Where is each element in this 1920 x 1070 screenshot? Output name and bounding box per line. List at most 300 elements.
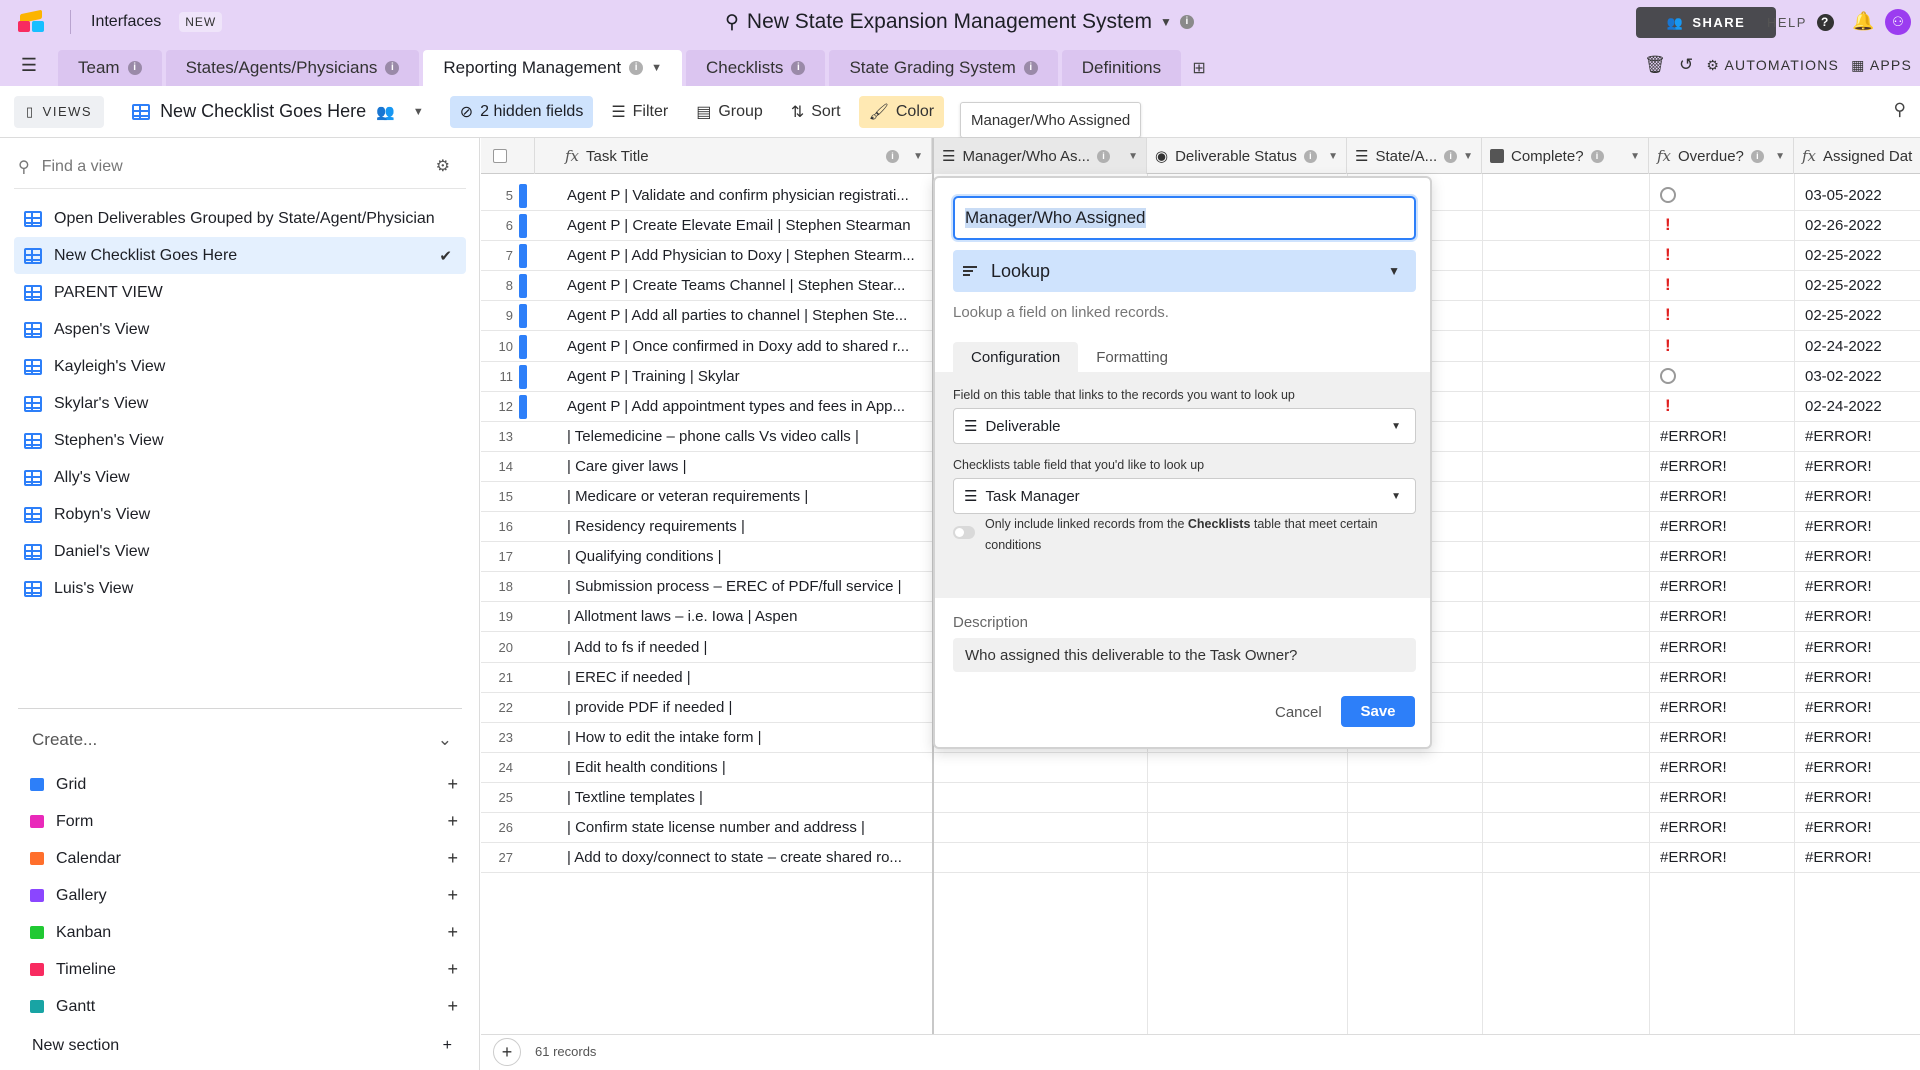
task-title-cell[interactable]: | Allotment laws – i.e. Iowa | Aspen bbox=[567, 608, 798, 626]
row-number: 15 bbox=[498, 489, 513, 504]
new-section-label: New section bbox=[32, 1037, 120, 1054]
tab-checklists[interactable] bbox=[686, 50, 825, 86]
chevron-down-icon: ▼ bbox=[1388, 264, 1400, 278]
formula-icon: fx bbox=[565, 147, 580, 165]
overdue-cell: ! bbox=[1665, 275, 1671, 295]
row-number: 7 bbox=[505, 248, 513, 264]
grid-view-icon bbox=[24, 581, 42, 597]
create-item-label: Gallery bbox=[56, 886, 107, 904]
task-title-cell[interactable]: | How to edit the intake form | bbox=[567, 728, 762, 746]
chevron-down-icon[interactable]: ▼ bbox=[1128, 150, 1138, 162]
view-item[interactable] bbox=[14, 348, 466, 385]
overdue-cell: #ERROR! bbox=[1660, 638, 1727, 656]
interfaces-link[interactable]: Interfaces bbox=[91, 13, 162, 30]
create-item-label: Form bbox=[56, 812, 94, 830]
add-record-button[interactable]: + bbox=[493, 1038, 521, 1066]
chevron-down-icon: ▼ bbox=[1391, 420, 1401, 432]
apps-label: APPS bbox=[1869, 56, 1912, 73]
plus-icon: + bbox=[447, 922, 458, 942]
tab-configuration[interactable]: Configuration bbox=[953, 342, 1078, 372]
field-type-select[interactable] bbox=[953, 250, 1416, 292]
tab-label: Definitions bbox=[1081, 58, 1162, 77]
row-number: 9 bbox=[505, 308, 513, 324]
tab-team[interactable] bbox=[58, 50, 162, 86]
column-header-label: Deliverable Status bbox=[1175, 147, 1297, 165]
create-item-label: Timeline bbox=[56, 960, 116, 978]
column-header-task-title[interactable] bbox=[535, 138, 932, 174]
chevron-down-icon[interactable]: ▼ bbox=[1775, 150, 1785, 162]
create-grid-button[interactable] bbox=[30, 766, 458, 803]
menu-icon[interactable]: ☰ bbox=[20, 54, 38, 75]
divider bbox=[14, 188, 466, 189]
overdue-cell: #ERROR! bbox=[1660, 427, 1727, 445]
view-item-label: Stephen's View bbox=[54, 431, 164, 449]
assigned-date-cell: 02-25-2022 bbox=[1805, 307, 1882, 325]
assigned-date-cell: #ERROR! bbox=[1805, 488, 1872, 505]
description-input[interactable]: Who assigned this deliverable to the Task Owner? bbox=[953, 638, 1416, 672]
tab-formatting[interactable]: Formatting bbox=[1096, 348, 1168, 366]
tab-label: Team bbox=[78, 58, 120, 77]
assigned-date-cell: #ERROR! bbox=[1805, 578, 1872, 596]
checkmark-icon: ✔ bbox=[439, 247, 452, 265]
row-number: 20 bbox=[498, 639, 513, 655]
overdue-cell: ! bbox=[1665, 335, 1671, 355]
view-item-label: Kayleigh's View bbox=[54, 357, 166, 375]
overdue-cell: #ERROR! bbox=[1660, 518, 1727, 536]
grid-view-icon bbox=[24, 507, 42, 523]
view-item-label: Daniel's View bbox=[54, 542, 150, 560]
formula-icon: fx bbox=[1802, 147, 1817, 165]
overdue-cell: ! bbox=[1665, 305, 1671, 325]
overdue-cell: #ERROR! bbox=[1660, 457, 1727, 475]
field-tooltip: Manager/Who Assigned bbox=[960, 102, 1141, 138]
row-number: 16 bbox=[498, 519, 513, 535]
column-header-assigned-date[interactable] bbox=[1794, 138, 1920, 174]
info-icon: i bbox=[385, 61, 399, 75]
table-tab-bar bbox=[0, 44, 1920, 86]
view-item-label: Aspen's View bbox=[54, 320, 150, 338]
task-title-cell[interactable]: | Qualifying conditions | bbox=[567, 548, 722, 566]
apps-icon: ▦ bbox=[1851, 56, 1866, 73]
grid-view-icon bbox=[24, 285, 42, 301]
plus-icon: + bbox=[447, 811, 458, 831]
top-bar bbox=[0, 0, 1920, 44]
row-number: 24 bbox=[498, 759, 513, 775]
single-select-icon: ◉ bbox=[1155, 148, 1169, 165]
field-type-label: Lookup bbox=[991, 260, 1051, 281]
table-row[interactable] bbox=[481, 783, 1920, 813]
conditions-label: Only include linked records from the Checklists table that meet certain conditions bbox=[985, 517, 1378, 552]
column-header-label: Manager/Who As... bbox=[962, 147, 1091, 165]
chevron-down-icon[interactable]: ▼ bbox=[1328, 150, 1338, 162]
info-icon[interactable]: i bbox=[1180, 15, 1194, 29]
paint-bucket-icon: 🖌 bbox=[868, 103, 889, 121]
view-list bbox=[14, 200, 466, 607]
lookup-icon: ☰ bbox=[964, 488, 978, 505]
create-timeline-button[interactable] bbox=[30, 951, 458, 988]
row-color-bar bbox=[519, 395, 527, 419]
row-number: 13 bbox=[498, 428, 513, 444]
info-icon: i bbox=[1304, 150, 1317, 163]
assigned-date-cell: #ERROR! bbox=[1805, 608, 1872, 626]
view-item-label: New Checklist Goes Here bbox=[54, 246, 238, 264]
view-switcher[interactable] bbox=[132, 101, 424, 122]
record-count: 61 records bbox=[535, 1044, 597, 1059]
timeline-icon bbox=[30, 963, 44, 976]
row-number: 18 bbox=[498, 579, 513, 595]
task-title-cell[interactable]: | Edit health conditions | bbox=[567, 758, 726, 776]
formula-icon: fx bbox=[1657, 147, 1672, 165]
create-calendar-button[interactable] bbox=[30, 840, 458, 877]
row-color-bar bbox=[519, 365, 527, 389]
gallery-icon bbox=[30, 889, 44, 902]
avatar[interactable]: ⚇ bbox=[1885, 9, 1911, 35]
bell-icon[interactable]: 🔔 bbox=[1852, 11, 1875, 31]
base-title-text: New State Expansion Management System bbox=[746, 10, 1152, 33]
assigned-date-cell: 03-05-2022 bbox=[1805, 187, 1882, 204]
select-all-header bbox=[481, 138, 535, 174]
automations-button[interactable] bbox=[1706, 57, 1839, 74]
tab-label: Checklists bbox=[705, 58, 784, 77]
view-item[interactable] bbox=[14, 422, 466, 459]
find-view-input[interactable]: Find a view bbox=[41, 158, 123, 175]
plus-icon: + bbox=[442, 1037, 452, 1054]
info-icon: i bbox=[1024, 61, 1038, 75]
tab-states-agents-physicians[interactable] bbox=[166, 50, 420, 86]
info-icon: i bbox=[1444, 150, 1457, 163]
row-number: 10 bbox=[498, 338, 513, 354]
task-title-cell[interactable]: Agent P | Validate and confirm physician registrati... bbox=[567, 187, 909, 204]
column-header-label: Overdue? bbox=[1678, 147, 1744, 165]
column-header-deliverable-status[interactable] bbox=[1147, 138, 1347, 174]
tab-definitions[interactable] bbox=[1062, 50, 1181, 86]
column-header-state-agent[interactable] bbox=[1347, 138, 1482, 174]
grid-view-icon bbox=[24, 359, 42, 375]
create-form-button[interactable] bbox=[30, 803, 458, 840]
create-item-label: Gantt bbox=[56, 997, 96, 1015]
lookup-field-value: Task Manager bbox=[985, 487, 1080, 505]
group-button[interactable] bbox=[686, 96, 773, 128]
create-section-toggle[interactable] bbox=[32, 730, 452, 750]
info-icon: i bbox=[128, 61, 142, 75]
plus-icon: + bbox=[447, 885, 458, 905]
lookup-field-label: Checklists table field that you'd like to look up bbox=[953, 458, 1205, 472]
view-item-label: PARENT VIEW bbox=[54, 283, 163, 301]
description-label: Description bbox=[953, 614, 1029, 631]
task-title-cell[interactable]: Agent P | Create Teams Channel | Stephen Stear... bbox=[567, 277, 906, 295]
color-button[interactable] bbox=[859, 96, 945, 128]
overdue-cell: #ERROR! bbox=[1660, 728, 1727, 746]
row-color-bar bbox=[519, 304, 527, 328]
row-number: 25 bbox=[498, 790, 513, 805]
column-header-label: State/A... bbox=[1375, 147, 1438, 165]
history-icon[interactable]: ↺ bbox=[1678, 55, 1695, 74]
create-gantt-button[interactable] bbox=[30, 988, 458, 1025]
view-item[interactable] bbox=[14, 237, 466, 274]
clock-icon bbox=[1660, 187, 1676, 203]
assigned-date-cell: #ERROR! bbox=[1805, 427, 1872, 445]
overdue-cell: #ERROR! bbox=[1660, 758, 1727, 776]
row-number: 27 bbox=[498, 850, 513, 866]
lookup-icon: ☰ bbox=[1355, 148, 1369, 165]
cancel-button[interactable]: Cancel bbox=[1275, 704, 1322, 721]
color-label: Color bbox=[895, 102, 935, 120]
assigned-date-cell: 02-25-2022 bbox=[1805, 277, 1882, 295]
field-editor-tabs bbox=[953, 342, 1186, 372]
view-item[interactable] bbox=[14, 200, 466, 237]
grid-view-icon bbox=[24, 433, 42, 449]
column-header-label: Task Title bbox=[586, 147, 649, 165]
form-icon bbox=[30, 815, 44, 828]
tab-label: States/Agents/Physicians bbox=[185, 58, 378, 77]
task-title-cell[interactable]: | Telemedicine – phone calls Vs video calls | bbox=[567, 427, 859, 445]
info-icon: i bbox=[886, 150, 899, 163]
view-item[interactable] bbox=[14, 496, 466, 533]
search-icon: ⚲ bbox=[18, 159, 30, 176]
assigned-date-cell: #ERROR! bbox=[1805, 698, 1872, 716]
plus-icon: + bbox=[447, 848, 458, 868]
link-field-value: Deliverable bbox=[985, 417, 1061, 435]
table-row[interactable] bbox=[481, 843, 1920, 873]
task-title-cell[interactable]: | Add to fs if needed | bbox=[567, 638, 708, 656]
add-table-icon[interactable]: ⊞ bbox=[1192, 60, 1206, 77]
view-item-label: Ally's View bbox=[54, 468, 130, 486]
views-sidebar bbox=[0, 138, 480, 1070]
view-item[interactable] bbox=[14, 311, 466, 348]
plus-icon: + bbox=[447, 996, 458, 1016]
task-title-cell[interactable]: Agent P | Once confirmed in Doxy add to shared r... bbox=[567, 337, 910, 355]
overdue-cell: #ERROR! bbox=[1660, 488, 1727, 505]
create-view-list bbox=[30, 766, 458, 1025]
row-color-bar bbox=[519, 214, 527, 238]
help-button[interactable] bbox=[1767, 14, 1834, 31]
assigned-date-cell: #ERROR! bbox=[1805, 728, 1872, 746]
link-field-select[interactable] bbox=[953, 408, 1416, 444]
column-header-overdue[interactable] bbox=[1649, 138, 1794, 174]
question-icon: ? bbox=[1817, 14, 1834, 31]
overdue-cell: ! bbox=[1665, 395, 1671, 415]
share-button[interactable] bbox=[1636, 7, 1776, 38]
assigned-date-cell: 02-25-2022 bbox=[1805, 247, 1882, 265]
assigned-date-cell: #ERROR! bbox=[1805, 668, 1872, 686]
assigned-date-cell: 02-26-2022 bbox=[1805, 217, 1882, 235]
grid-view-icon bbox=[24, 544, 42, 560]
overdue-cell: #ERROR! bbox=[1660, 608, 1727, 626]
tab-state-grading-system[interactable] bbox=[829, 50, 1057, 86]
grid-view-icon bbox=[24, 248, 42, 264]
checkbox-field-icon bbox=[1490, 149, 1504, 163]
field-type-description: Lookup a field on linked records. bbox=[953, 304, 1169, 321]
overdue-cell: #ERROR! bbox=[1660, 819, 1727, 837]
overdue-cell: ! bbox=[1665, 215, 1671, 235]
assigned-date-cell: #ERROR! bbox=[1805, 457, 1872, 475]
field-editor-dialog bbox=[933, 176, 1432, 749]
overdue-cell: #ERROR! bbox=[1660, 578, 1727, 596]
task-title-cell[interactable]: | Add to doxy/connect to state – create shared ro... bbox=[567, 849, 902, 867]
share-label: SHARE bbox=[1692, 15, 1746, 30]
view-item[interactable] bbox=[14, 459, 466, 496]
view-item[interactable] bbox=[14, 274, 466, 311]
create-label: Create... bbox=[32, 730, 98, 749]
gantt-icon bbox=[30, 1000, 44, 1013]
task-title-cell[interactable]: | provide PDF if needed | bbox=[567, 698, 733, 716]
location-pin-icon: ⚲ bbox=[725, 11, 739, 33]
views-toggle-button[interactable] bbox=[14, 96, 104, 128]
grid-view-icon bbox=[24, 211, 42, 227]
overdue-cell: ! bbox=[1665, 245, 1671, 265]
assigned-date-cell: #ERROR! bbox=[1805, 758, 1872, 776]
sidebar-icon: ▯ bbox=[26, 103, 35, 119]
view-item[interactable] bbox=[14, 570, 466, 607]
grid-view-icon bbox=[24, 322, 42, 338]
assigned-date-cell: #ERROR! bbox=[1805, 518, 1872, 536]
table-row[interactable] bbox=[481, 753, 1920, 783]
view-item-label: Robyn's View bbox=[54, 505, 151, 523]
select-all-checkbox[interactable] bbox=[493, 149, 507, 163]
linked-record-icon: ☰ bbox=[964, 418, 978, 435]
task-title-cell[interactable]: | Submission process – EREC of PDF/full service | bbox=[567, 578, 902, 596]
collaborative-view-icon: 👥 bbox=[376, 103, 395, 121]
task-title-cell[interactable]: Agent P | Training | Skylar bbox=[567, 367, 740, 385]
row-number: 6 bbox=[505, 218, 513, 234]
overdue-cell: #ERROR! bbox=[1660, 698, 1727, 716]
filter-icon: ☰ bbox=[611, 103, 626, 121]
grid-view-icon bbox=[24, 396, 42, 412]
tab-reporting-management[interactable] bbox=[423, 50, 682, 86]
search-icon[interactable]: ⚲ bbox=[1893, 100, 1906, 119]
create-item-label: Kanban bbox=[56, 923, 112, 941]
row-number: 19 bbox=[498, 609, 513, 625]
task-title-cell[interactable]: | Confirm state license number and address | bbox=[567, 819, 865, 837]
info-icon: i bbox=[791, 61, 805, 75]
base-title[interactable] bbox=[725, 10, 1194, 34]
divider bbox=[70, 10, 71, 34]
overdue-cell: #ERROR! bbox=[1660, 668, 1727, 686]
chevron-down-icon: ▼ bbox=[1391, 490, 1401, 502]
info-icon: i bbox=[629, 61, 643, 75]
overdue-cell: #ERROR! bbox=[1660, 789, 1727, 806]
info-icon: i bbox=[1591, 150, 1604, 163]
grid-view-icon bbox=[132, 104, 150, 120]
find-view-search[interactable] bbox=[18, 152, 458, 182]
assigned-date-cell: #ERROR! bbox=[1805, 548, 1872, 566]
lookup-field-select[interactable] bbox=[953, 478, 1416, 514]
row-color-bar bbox=[519, 184, 527, 208]
assigned-date-cell: #ERROR! bbox=[1805, 819, 1872, 837]
sort-label: Sort bbox=[811, 102, 841, 120]
row-number: 8 bbox=[505, 278, 513, 294]
row-color-bar bbox=[519, 274, 527, 298]
chevron-down-icon[interactable]: ▼ bbox=[651, 62, 662, 74]
table-row[interactable] bbox=[481, 813, 1920, 843]
view-name: New Checklist Goes Here bbox=[160, 101, 367, 121]
view-item[interactable] bbox=[14, 533, 466, 570]
task-title-cell[interactable]: Agent P | Add all parties to channel | Stephen Ste... bbox=[567, 307, 908, 325]
apps-button[interactable] bbox=[1851, 57, 1912, 74]
view-item-label: Skylar's View bbox=[54, 394, 149, 412]
assigned-date-cell: #ERROR! bbox=[1805, 849, 1872, 867]
lookup-icon: ☰ bbox=[942, 148, 956, 165]
link-field-label: Field on this table that links to the records you want to look up bbox=[953, 388, 1295, 402]
new-badge: NEW bbox=[179, 12, 222, 32]
create-item-label: Calendar bbox=[56, 849, 121, 867]
assigned-date-cell: 02-24-2022 bbox=[1805, 397, 1882, 415]
hidden-fields-button[interactable] bbox=[450, 96, 594, 128]
row-color-bar bbox=[519, 335, 527, 359]
gear-icon[interactable]: ⚙ bbox=[435, 158, 450, 175]
task-title-cell[interactable]: Agent P | Create Elevate Email | Stephen Stearman bbox=[567, 217, 911, 235]
column-header-label: Assigned Dat bbox=[1823, 147, 1913, 165]
row-number: 23 bbox=[498, 729, 513, 745]
new-section-button[interactable] bbox=[32, 1037, 452, 1055]
plus-icon: + bbox=[447, 959, 458, 979]
row-number: 17 bbox=[498, 549, 513, 565]
tab-label: Reporting Management bbox=[443, 58, 622, 77]
task-title-cell[interactable]: | Textline templates | bbox=[567, 789, 703, 806]
task-title-cell[interactable]: | Residency requirements | bbox=[567, 518, 745, 536]
create-item-label: Grid bbox=[56, 775, 87, 793]
row-color-bar bbox=[519, 244, 527, 268]
task-title-cell[interactable]: | EREC if needed | bbox=[567, 668, 691, 686]
group-icon: ▤ bbox=[696, 103, 712, 121]
lookup-icon bbox=[963, 265, 979, 278]
field-name-input[interactable] bbox=[953, 196, 1416, 240]
trash-icon[interactable]: 🗑 bbox=[1644, 55, 1667, 74]
view-item-label: Open Deliverables Grouped by State/Agent/Physician bbox=[54, 209, 435, 227]
view-item[interactable] bbox=[14, 385, 466, 422]
info-icon: i bbox=[1097, 150, 1110, 163]
task-title-cell[interactable]: | Medicare or veteran requirements | bbox=[567, 488, 809, 505]
overdue-cell: #ERROR! bbox=[1660, 548, 1727, 566]
views-label: VIEWS bbox=[42, 104, 93, 119]
column-header-manager[interactable] bbox=[934, 138, 1147, 174]
chevron-down-icon[interactable]: ▼ bbox=[913, 150, 923, 162]
task-title-cell[interactable]: Agent P | Add Physician to Doxy | Stephen Stearm... bbox=[567, 247, 915, 265]
create-kanban-button[interactable] bbox=[30, 914, 458, 951]
chevron-down-icon: ▼ bbox=[412, 105, 424, 118]
divider bbox=[18, 708, 462, 709]
row-number: 22 bbox=[498, 699, 513, 715]
assigned-date-cell: 02-24-2022 bbox=[1805, 337, 1882, 355]
configuration-panel bbox=[935, 372, 1430, 598]
chevron-down-icon: ▼ bbox=[1159, 15, 1172, 29]
task-title-cell[interactable]: | Care giver laws | bbox=[567, 457, 687, 475]
chevron-down-icon[interactable]: ▼ bbox=[1463, 150, 1473, 162]
sort-button[interactable] bbox=[781, 96, 851, 128]
row-number: 11 bbox=[499, 368, 513, 384]
chevron-down-icon: ⌄ bbox=[437, 730, 452, 749]
grid-view-icon bbox=[24, 470, 42, 486]
filter-button[interactable] bbox=[601, 96, 678, 128]
info-icon: i bbox=[1751, 150, 1764, 163]
chevron-down-icon[interactable]: ▼ bbox=[1630, 150, 1640, 162]
row-number: 5 bbox=[505, 188, 513, 203]
row-number: 14 bbox=[498, 458, 513, 474]
row-number: 21 bbox=[498, 669, 513, 685]
airtable-logo[interactable] bbox=[18, 10, 50, 34]
create-gallery-button[interactable] bbox=[30, 877, 458, 914]
group-label: Group bbox=[718, 102, 763, 120]
row-number: 26 bbox=[498, 820, 513, 836]
column-header-complete[interactable] bbox=[1482, 138, 1649, 174]
task-title-cell[interactable]: Agent P | Add appointment types and fees in App... bbox=[567, 397, 906, 415]
grid-header bbox=[481, 138, 1920, 174]
filter-label: Filter bbox=[632, 102, 669, 120]
tab-bar-actions bbox=[1644, 44, 1912, 86]
grid-icon bbox=[30, 778, 44, 791]
conditions-toggle[interactable] bbox=[953, 526, 975, 539]
save-button[interactable]: Save bbox=[1341, 696, 1415, 727]
